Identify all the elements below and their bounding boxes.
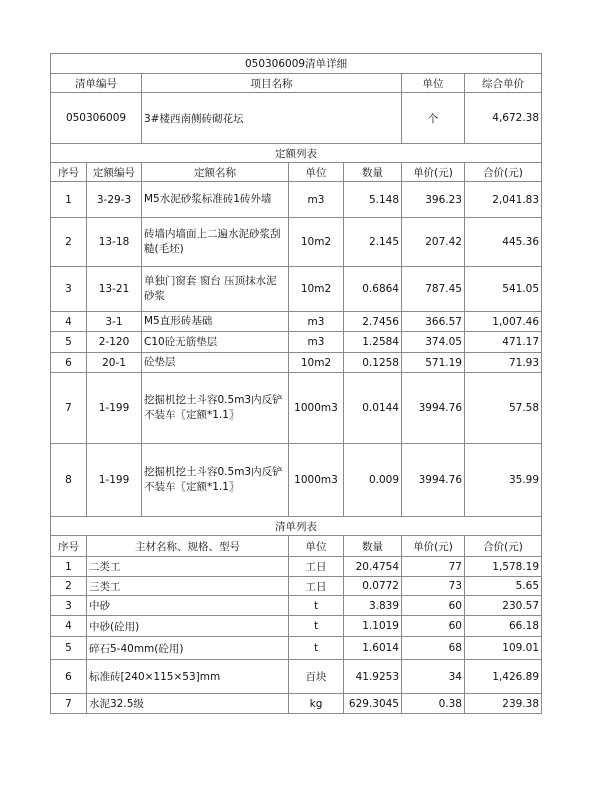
quota-code: 2-120: [87, 332, 142, 353]
unit-price: 207.42: [402, 218, 465, 267]
quota-name: C10砼无筋垫层: [142, 332, 289, 353]
quantity: 41.9253: [344, 660, 402, 694]
quantity: 1.1019: [344, 616, 402, 637]
total-price: 541.05: [465, 267, 542, 312]
unit-price: 3994.76: [402, 444, 465, 517]
quota-code: 1-199: [87, 444, 142, 517]
unit-price: 60: [402, 596, 465, 616]
table-row: [51, 577, 542, 596]
material-name: 标准砖[240×115×53]mm: [87, 660, 289, 694]
row-no: 7: [51, 694, 87, 714]
table-row: [51, 373, 542, 444]
unit-price: 73: [402, 577, 465, 596]
material-col-header: 单价(元): [402, 536, 465, 557]
table-row: [51, 312, 542, 332]
row-no: 4: [51, 616, 87, 637]
quota-name: 砼垫层: [142, 353, 289, 373]
row-no: 1: [51, 557, 87, 577]
total-price: 2,041.83: [465, 182, 542, 218]
unit-price: 60: [402, 616, 465, 637]
quota-name: 砖墙内墙面上二遍水泥砂浆刮糙(毛坯): [142, 218, 289, 267]
bill-price-label: 综合单价: [465, 74, 542, 93]
unit: 10m2: [289, 267, 344, 312]
unit-price: 787.45: [402, 267, 465, 312]
row-no: 3: [51, 267, 87, 312]
material-col-header: 单位: [289, 536, 344, 557]
row-no: 5: [51, 332, 87, 353]
total-price: 445.36: [465, 218, 542, 267]
table-row: [51, 596, 542, 616]
quota-code: 13-18: [87, 218, 142, 267]
quantity: 1.2584: [344, 332, 402, 353]
table-row: [51, 660, 542, 694]
unit: 工日: [289, 577, 344, 596]
unit: m3: [289, 332, 344, 353]
row-no: 8: [51, 444, 87, 517]
total-price: 57.58: [465, 373, 542, 444]
unit: 10m2: [289, 218, 344, 267]
table-row: [51, 694, 542, 714]
quantity: 3.839: [344, 596, 402, 616]
table-row: [51, 637, 542, 660]
unit-price: 366.57: [402, 312, 465, 332]
quantity: 0.0772: [344, 577, 402, 596]
unit-price: 0.38: [402, 694, 465, 714]
table-row: [51, 267, 542, 312]
row-no: 1: [51, 182, 87, 218]
total-price: 1,426.89: [465, 660, 542, 694]
quota-name: M5直形砖基础: [142, 312, 289, 332]
total-price: 35.99: [465, 444, 542, 517]
total-price: 66.18: [465, 616, 542, 637]
quota-name: 单独门窗套 窗台 压顶抹水泥砂浆: [142, 267, 289, 312]
unit: 工日: [289, 557, 344, 577]
row-no: 3: [51, 596, 87, 616]
unit: 10m2: [289, 353, 344, 373]
row-no: 5: [51, 637, 87, 660]
quantity: 2.7456: [344, 312, 402, 332]
unit-price: 77: [402, 557, 465, 577]
total-price: 239.38: [465, 694, 542, 714]
material-name: 中砂(砼用): [87, 616, 289, 637]
quota-header-row: [51, 163, 542, 182]
unit: t: [289, 616, 344, 637]
quantity: 1.6014: [344, 637, 402, 660]
quota-name: 挖掘机挖土斗容0.5m3内反铲不装车〖定额*1.1〗: [142, 444, 289, 517]
table-row: [51, 557, 542, 577]
quantity: 20.4754: [344, 557, 402, 577]
material-col-header: 主材名称、规格、型号: [87, 536, 289, 557]
quota-col-header: 定额名称: [142, 163, 289, 182]
quota-code: 20-1: [87, 353, 142, 373]
table-row: [51, 182, 542, 218]
unit: t: [289, 637, 344, 660]
quota-col-header: 定额编号: [87, 163, 142, 182]
material-section-title: 清单列表: [51, 517, 542, 536]
quantity: 0.009: [344, 444, 402, 517]
unit-price: 571.19: [402, 353, 465, 373]
quantity: 2.145: [344, 218, 402, 267]
table-title: 050306009清单详细: [51, 54, 542, 74]
quantity: 0.1258: [344, 353, 402, 373]
quota-code: 3-29-3: [87, 182, 142, 218]
quantity: 0.0144: [344, 373, 402, 444]
total-price: 5.65: [465, 577, 542, 596]
quota-col-header: 数量: [344, 163, 402, 182]
unit: 百块: [289, 660, 344, 694]
quota-section-title: 定额列表: [51, 144, 542, 163]
quota-code: 13-21: [87, 267, 142, 312]
unit: m3: [289, 312, 344, 332]
material-header-row: [51, 536, 542, 557]
material-name: 水泥32.5级: [87, 694, 289, 714]
unit-price: 34: [402, 660, 465, 694]
bill-unit-label: 单位: [402, 74, 465, 93]
unit: m3: [289, 182, 344, 218]
row-no: 7: [51, 373, 87, 444]
row-no: 6: [51, 660, 87, 694]
material-name: 碎石5-40mm(砼用): [87, 637, 289, 660]
table-row: [51, 616, 542, 637]
table-row: [51, 444, 542, 517]
bill-price: 4,672.38: [465, 93, 542, 144]
bill-code-label: 清单编号: [51, 74, 142, 93]
row-no: 6: [51, 353, 87, 373]
quota-code: 1-199: [87, 373, 142, 444]
total-price: 471.17: [465, 332, 542, 353]
unit-price: 396.23: [402, 182, 465, 218]
unit-price: 68: [402, 637, 465, 660]
material-col-header: 序号: [51, 536, 87, 557]
row-no: 4: [51, 312, 87, 332]
material-name: 二类工: [87, 557, 289, 577]
bill-unit: 个: [402, 93, 465, 144]
quota-name: 挖掘机挖土斗容0.5m3内反铲不装车〖定额*1.1〗: [142, 373, 289, 444]
unit-price: 3994.76: [402, 373, 465, 444]
row-no: 2: [51, 577, 87, 596]
unit: 1000m3: [289, 444, 344, 517]
quota-name: M5水泥砂浆标准砖1砖外墙: [142, 182, 289, 218]
table-row: [51, 332, 542, 353]
row-no: 2: [51, 218, 87, 267]
total-price: 230.57: [465, 596, 542, 616]
unit: 1000m3: [289, 373, 344, 444]
material-col-header: 合价(元): [465, 536, 542, 557]
total-price: 1,007.46: [465, 312, 542, 332]
unit: kg: [289, 694, 344, 714]
unit: t: [289, 596, 344, 616]
quota-col-header: 序号: [51, 163, 87, 182]
quota-col-header: 单价(元): [402, 163, 465, 182]
item-name: 3#楼西南侧砖砌花坛: [142, 93, 402, 144]
quota-code: 3-1: [87, 312, 142, 332]
item-name-label: 项目名称: [142, 74, 402, 93]
bill-code: 050306009: [51, 93, 142, 144]
material-name: 中砂: [87, 596, 289, 616]
unit-price: 374.05: [402, 332, 465, 353]
quantity: 5.148: [344, 182, 402, 218]
quantity: 629.3045: [344, 694, 402, 714]
quota-col-header: 单位: [289, 163, 344, 182]
material-col-header: 数量: [344, 536, 402, 557]
total-price: 1,578.19: [465, 557, 542, 577]
table-row: [51, 218, 542, 267]
material-name: 三类工: [87, 577, 289, 596]
total-price: 71.93: [465, 353, 542, 373]
quantity: 0.6864: [344, 267, 402, 312]
table-row: [51, 353, 542, 373]
quota-col-header: 合价(元): [465, 163, 542, 182]
total-price: 109.01: [465, 637, 542, 660]
bill-detail-table: [50, 53, 542, 714]
